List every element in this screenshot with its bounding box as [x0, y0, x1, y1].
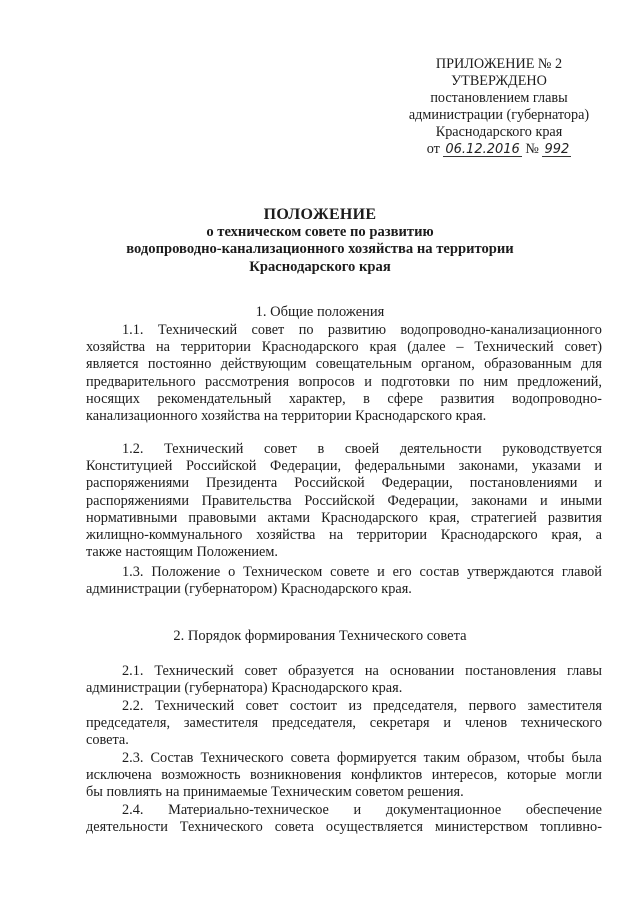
paragraph-2-4	[86, 802, 602, 836]
paragraph-line: деятельности Технического совета осуществляется министерством топливно-	[86, 819, 602, 836]
title-sub-2: водопроводно-канализационного хозяйства на территории	[126, 241, 514, 257]
paragraph-line: исключена возможность возникновения конфликтов интересов, которые могли	[86, 767, 602, 784]
title-sub-3: Краснодарского края	[249, 258, 391, 275]
paragraph-2-1	[86, 663, 602, 697]
appendix-number: ПРИЛОЖЕНИЕ № 2	[435, 56, 563, 72]
title-main: ПОЛОЖЕНИЕ	[263, 206, 377, 223]
paragraph-line: распоряжениями Президента Российской Федерации, постановлениями и	[86, 475, 602, 492]
paragraph-line: 1.3. Положение о Техническом совете и его состав утверждаются главой	[122, 564, 602, 580]
date-prefix: от	[426, 141, 440, 157]
paragraph-line: 2.3. Состав Технического совета формируется таким образом, чтобы была	[122, 750, 602, 766]
paragraph-1-2	[86, 441, 602, 561]
appendix-stamp	[390, 56, 608, 158]
paragraph-line: канализационного хозяйства на территории Краснодарского края.	[86, 407, 487, 424]
paragraph-2-3	[86, 750, 602, 802]
title-sub-1: о техническом совете по развитию	[206, 223, 434, 240]
number-prefix: №	[525, 141, 539, 157]
paragraph-1-1	[86, 322, 602, 425]
paragraph-line: 2.1. Технический совет образуется на основании постановления главы	[122, 663, 602, 679]
paragraph-line: администрации (губернатором) Краснодарского края.	[86, 581, 412, 598]
paragraph-line: жилищно-коммунального хозяйства на территории Краснодарского края, а	[86, 526, 602, 543]
section-1-heading: 1. Общие положения	[255, 304, 385, 320]
paragraph-line: 2.2. Технический совет состоит из председателя, первого заместителя	[122, 698, 602, 714]
paragraph-line: 2.4. Материально-техническое и документационное обеспечение	[122, 802, 602, 818]
paragraph-line: совета.	[86, 732, 129, 749]
paragraph-line: 1.2. Технический совет в своей деятельности руководствуется	[122, 441, 602, 457]
handwritten-number: 992	[544, 142, 570, 157]
paragraph-line: нормативными правовыми актами Краснодарского края, стратегией развития	[86, 509, 602, 526]
date-number-line	[390, 141, 608, 158]
section-2-heading: 2. Порядок формирования Технического совета	[173, 628, 467, 644]
document-title	[110, 206, 530, 276]
administration-label: администрации (губернатора)	[408, 107, 590, 123]
paragraph-1-3	[86, 564, 602, 598]
paragraph-line: хозяйства на территории Краснодарского края (далее – Технический совет)	[86, 339, 602, 356]
resolution-label: постановлением главы	[430, 90, 568, 106]
paragraph-2-2	[86, 698, 602, 750]
paragraph-line: является постоянно действующим совещательным органом, образованным для	[86, 356, 602, 373]
approved-label: УТВЕРЖДЕНО	[451, 73, 547, 89]
region-label: Краснодарского края	[435, 124, 563, 140]
paragraph-line: также настоящим Положением.	[86, 544, 278, 561]
paragraph-line: носящих рекомендательный характер, в сфере развития водопроводно-	[86, 390, 602, 407]
paragraph-line: 1.1. Технический совет по развитию водопроводно-канализационного	[122, 322, 602, 338]
paragraph-line: распоряжениями Правительства Российской Федерации, законами и иными	[86, 492, 602, 509]
paragraph-line: председателя, заместителя председателя, секретаря и членов технического	[86, 715, 602, 732]
paragraph-line: администрации (губернатора) Краснодарского края.	[86, 680, 403, 697]
paragraph-line: Конституцией Российской Федерации, федеральными законами, указами и	[86, 458, 602, 475]
paragraph-line: предварительного рассмотрения вопросов и подготовки по ним предложений,	[86, 373, 602, 390]
handwritten-date: 06.12.2016	[445, 142, 520, 157]
paragraph-line: бы повлиять на принимаемые Техническим советом решения.	[86, 784, 464, 801]
